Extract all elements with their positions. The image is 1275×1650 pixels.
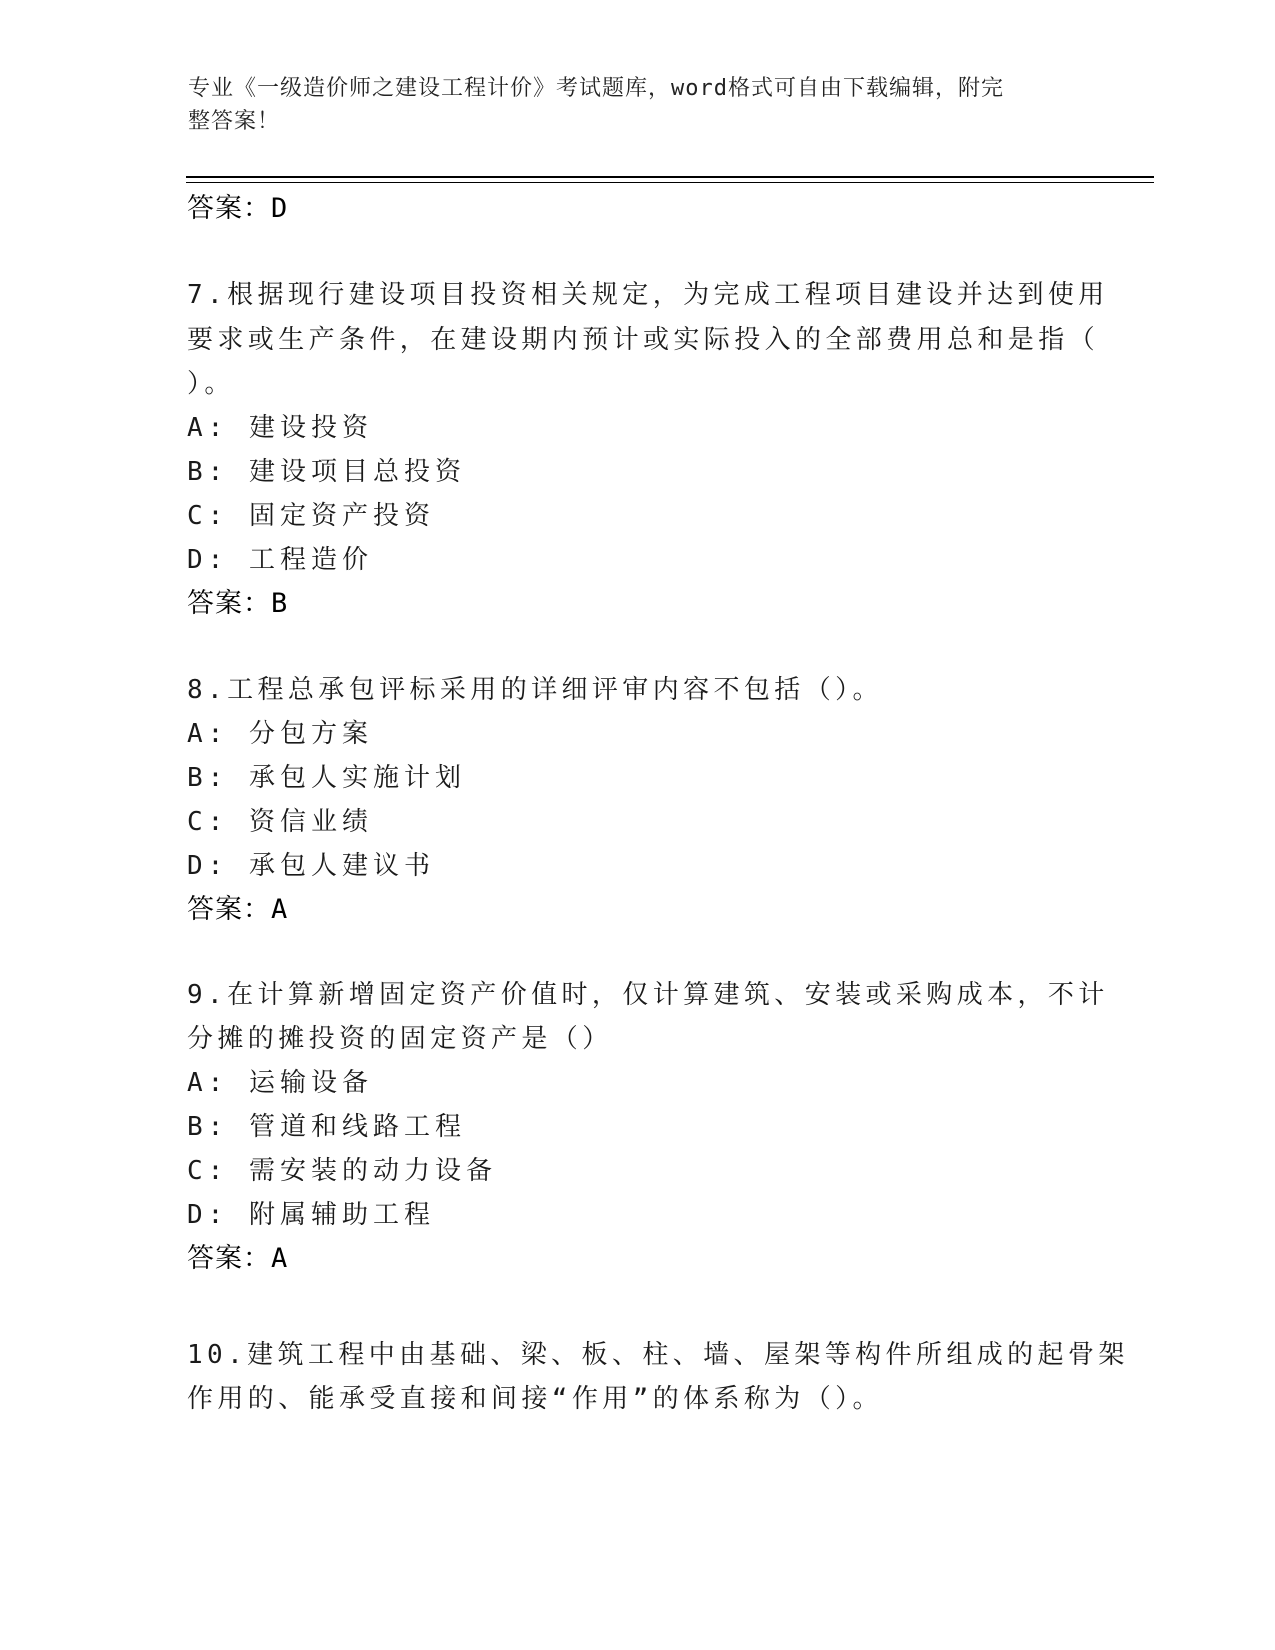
question-7-option-a: A: 建设投资 <box>187 413 373 443</box>
question-8-option-c: C: 资信业绩 <box>187 807 373 837</box>
question-7-answer: 答案：B <box>187 588 289 619</box>
question-9-option-c: C: 需安装的动力设备 <box>187 1156 497 1186</box>
question-7-option-c: C: 固定资产投资 <box>187 501 435 531</box>
question-10-stem-line-1: 10.建筑工程中由基础、梁、板、柱、墙、屋架等构件所组成的起骨架 <box>187 1340 1129 1370</box>
question-8-stem-line-1: 8.工程总承包评标采用的详细评审内容不包括（）。 <box>187 675 883 705</box>
question-9-stem-line-1: 9.在计算新增固定资产价值时，仅计算建筑、安装或采购成本，不计 <box>187 980 1109 1010</box>
answer-q6: 答案：D <box>187 193 289 224</box>
question-9-answer: 答案：A <box>187 1243 289 1274</box>
question-8-option-b: B: 承包人实施计划 <box>187 763 466 793</box>
question-7-stem-line-2: 要求或生产条件，在建设期内预计或实际投入的全部费用总和是指（ <box>187 325 1100 355</box>
question-7-stem-line-1: 7.根据现行建设项目投资相关规定，为完成工程项目建设并达到使用 <box>187 280 1109 310</box>
question-8-option-d: D: 承包人建议书 <box>187 851 435 881</box>
question-7-stem-line-3: ）。 <box>187 369 235 399</box>
question-8-answer: 答案：A <box>187 894 289 925</box>
header-rule-thick <box>186 176 1154 178</box>
question-7-option-d: D: 工程造价 <box>187 545 373 575</box>
question-10-stem-line-2: 作用的、能承受直接和间接“作用”的体系称为（）。 <box>187 1384 883 1414</box>
question-9-option-d: D: 附属辅助工程 <box>187 1200 435 1230</box>
header-line-1: 专业《一级造价师之建设工程计价》考试题库，word格式可自由下载编辑，附完 <box>188 76 1004 101</box>
question-9-option-a: A: 运输设备 <box>187 1068 373 1098</box>
question-7-option-b: B: 建设项目总投资 <box>187 457 466 487</box>
header-rule-thin <box>186 182 1154 183</box>
page-header <box>188 72 1088 138</box>
question-8-option-a: A: 分包方案 <box>187 719 373 749</box>
question-9-option-b: B: 管道和线路工程 <box>187 1112 466 1142</box>
header-line-2: 整答案！ <box>188 109 281 134</box>
question-9-stem-line-2: 分摊的摊投资的固定资产是（） <box>187 1024 613 1054</box>
